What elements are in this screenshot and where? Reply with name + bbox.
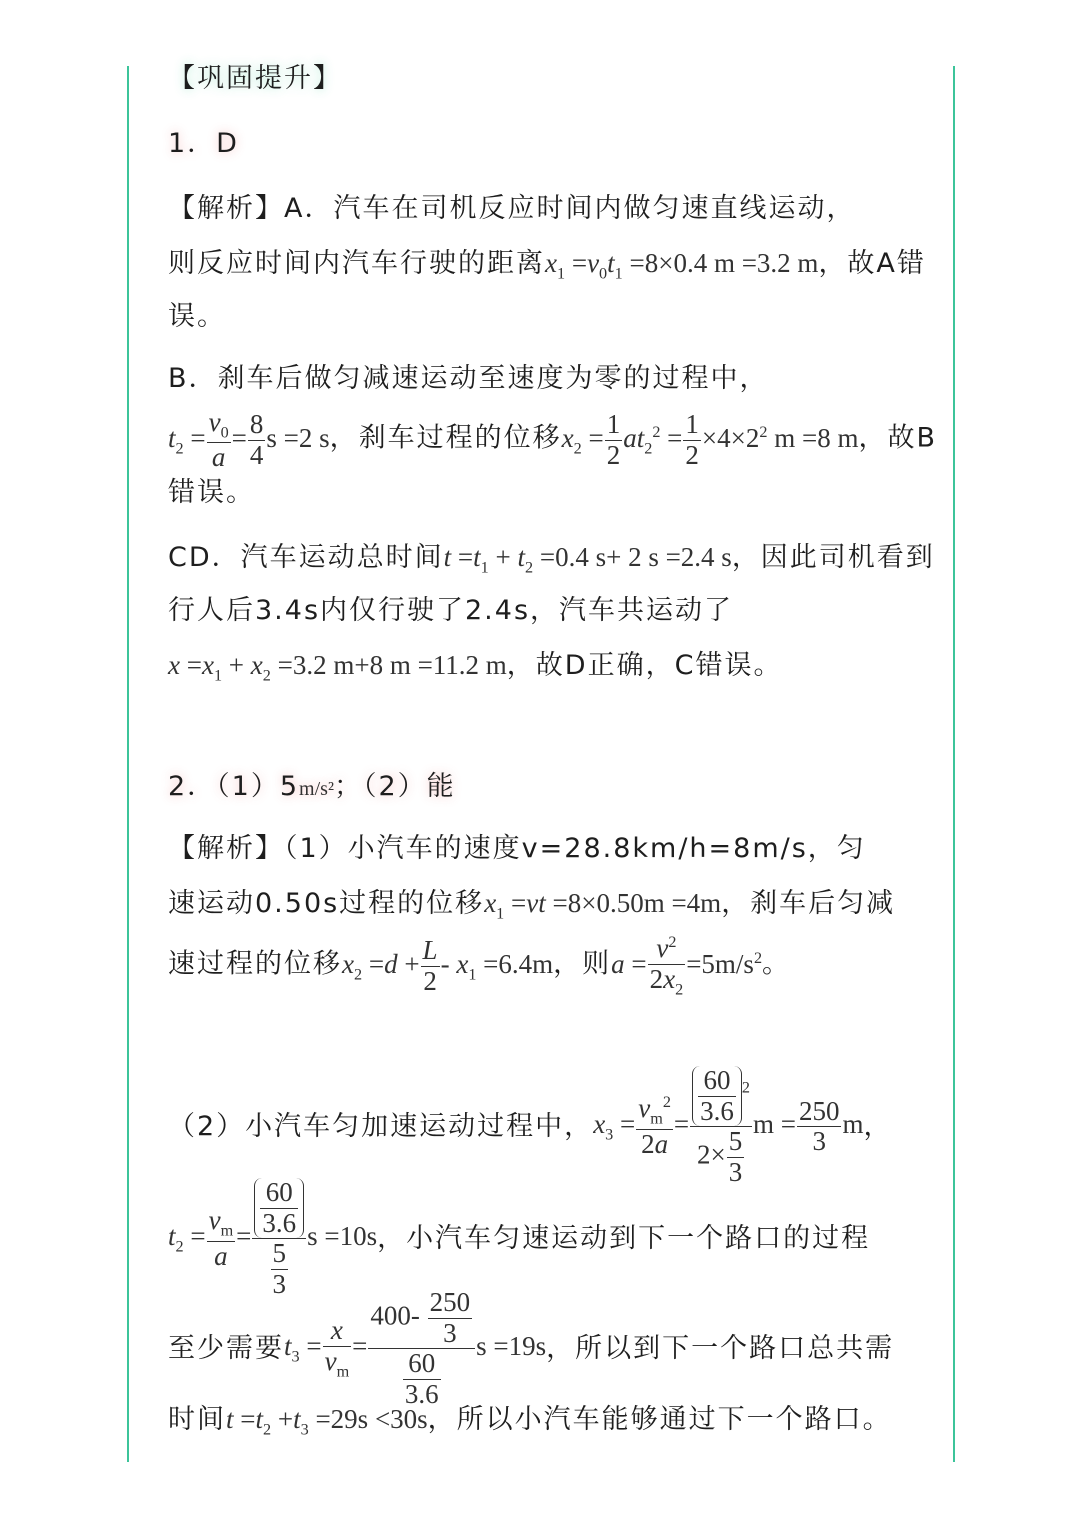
right-border-line	[953, 66, 955, 1462]
q1-formula-x: $x =x_1 + x_2 =3.2$ m+8 m =11.2 m	[168, 650, 507, 685]
q2-line2-suffix: ，刹车后匀减	[721, 888, 896, 919]
q2-line7-prefix: 时间	[168, 1404, 226, 1435]
q1-partCD-end: ，故D正确，C错误。	[506, 650, 783, 681]
q2-formula-t3: $t_3$ = $\frac{x}{v_m}$ = 400- $\frac{250}{3}$ $\frac{60}{3.6}$ s =19s	[284, 1287, 547, 1410]
left-border-line	[127, 66, 129, 1462]
q1-partCD-line2: 行人后3.4s内仅行驶了2.4s，汽车共运动了	[168, 595, 734, 626]
q2-line6	[168, 1288, 894, 1410]
q2-analysis-line1: 【解析】（1）小汽车的速度v=28.8km/h=8m/s，匀	[168, 833, 866, 864]
q2-line6-prefix: 至少需要	[168, 1332, 284, 1364]
q1-partCD-text: CD．汽车运动总时间	[168, 542, 444, 573]
q2-part2-line	[168, 1066, 893, 1188]
q1-analysis-line2	[168, 246, 926, 290]
q2-answer	[168, 770, 456, 806]
q2-formula-t2: $t_2$ = $\frac{v_m}{a}$ = $\frac{\frac{60}{3.6}}{\frac{5}{3}}$ s =10s	[168, 1177, 378, 1300]
q2-analysis-line3	[168, 934, 791, 999]
q2-line2-prefix: 速运动0.50s过程的位移	[168, 888, 485, 919]
q2-line5-suffix: ，小汽车匀速运动到下一个路口的过程	[377, 1222, 871, 1254]
q2-answer-prefix: 2．（1）5	[168, 771, 300, 802]
q1-formula-t2: $t_2$ = $\frac{v_0}{a}$ = $\frac{8}{4}$ s =2 s	[168, 407, 330, 473]
q1-analysis-line3: 误。	[168, 301, 226, 332]
q1-partB-mid: ，刹车过程的位移	[329, 422, 562, 454]
q1-partB-end: 错误。	[168, 477, 255, 508]
section-heading: 【巩固提升】	[168, 63, 342, 94]
q1-partB-line2	[168, 408, 937, 473]
q1-analysis-line1: 【解析】A．汽车在司机反应时间内做匀速直线运动，	[168, 193, 856, 224]
q2-line3-end: 。	[762, 948, 792, 980]
q2-formula-x2: $x_2 =d$ + $\frac{L}{2}$ - $x_1 =6.4m$	[342, 935, 554, 996]
q1-line2-suffix: ，故A错	[818, 248, 926, 279]
q1-answer: 1．D	[168, 128, 239, 159]
q1-formula-t: $t =t_1 + t_2 =0.4$ s+ 2 s =2.4 s	[443, 542, 732, 577]
q2-answer-unit: m/s²	[299, 778, 334, 800]
q2-part2-text: （2）小汽车匀加速运动过程中，	[168, 1110, 594, 1142]
q2-formula-t: $t =t_2 +t_3 =29s <30s$	[226, 1404, 428, 1439]
q2-line6-suffix: ，所以到下一个路口总共需	[546, 1332, 895, 1364]
q1-partCD-suffix: ，因此司机看到	[731, 542, 935, 573]
q2-formula-a: a = $\frac{v^2}{2x_2}$ $=5m/s^2$	[611, 933, 763, 999]
q1-line2-text: 则反应时间内汽车行驶的距离	[168, 248, 545, 279]
q1-partCD-line1	[168, 540, 935, 584]
q1-formula-x2: $x_2$ = $\frac{1}{2}$ $at_2^2$ = $\frac{1}{2}$ $\times 4\times 2^2$ m =8 m	[561, 409, 859, 470]
q2-line7	[168, 1402, 892, 1446]
q2-formula-x1: $x_1 =vt =8\times 0.50m =4m$	[484, 888, 722, 923]
q2-answer-suffix: ；（2）能	[333, 771, 456, 802]
q1-partCD-line3	[168, 648, 782, 692]
q2-line5	[168, 1178, 870, 1300]
q2-analysis-line2	[168, 886, 895, 930]
q2-line3-mid: ，则	[553, 948, 612, 980]
q2-line3-prefix: 速过程的位移	[168, 948, 342, 980]
q2-part2-end: ，	[863, 1110, 893, 1142]
q1-partB-line1: B．刹车后做匀减速运动至速度为零的过程中，	[168, 363, 769, 394]
q1-partB-suffix: ，故B	[858, 422, 937, 454]
q2-line7-suffix: ，所以小汽车能够通过下一个路口。	[427, 1404, 892, 1435]
q1-formula-x1: $x_1 =v_0t_1 =8\times 0.4$ m =3.2 m	[545, 248, 819, 283]
q2-formula-x3: $x_3$ = $\frac{v_m^2}{2a}$ = $\frac{60}{3.6}$ $^2$ 2× $\frac{5}{3}$ m = $\frac{250}{3}$ m	[593, 1065, 864, 1188]
